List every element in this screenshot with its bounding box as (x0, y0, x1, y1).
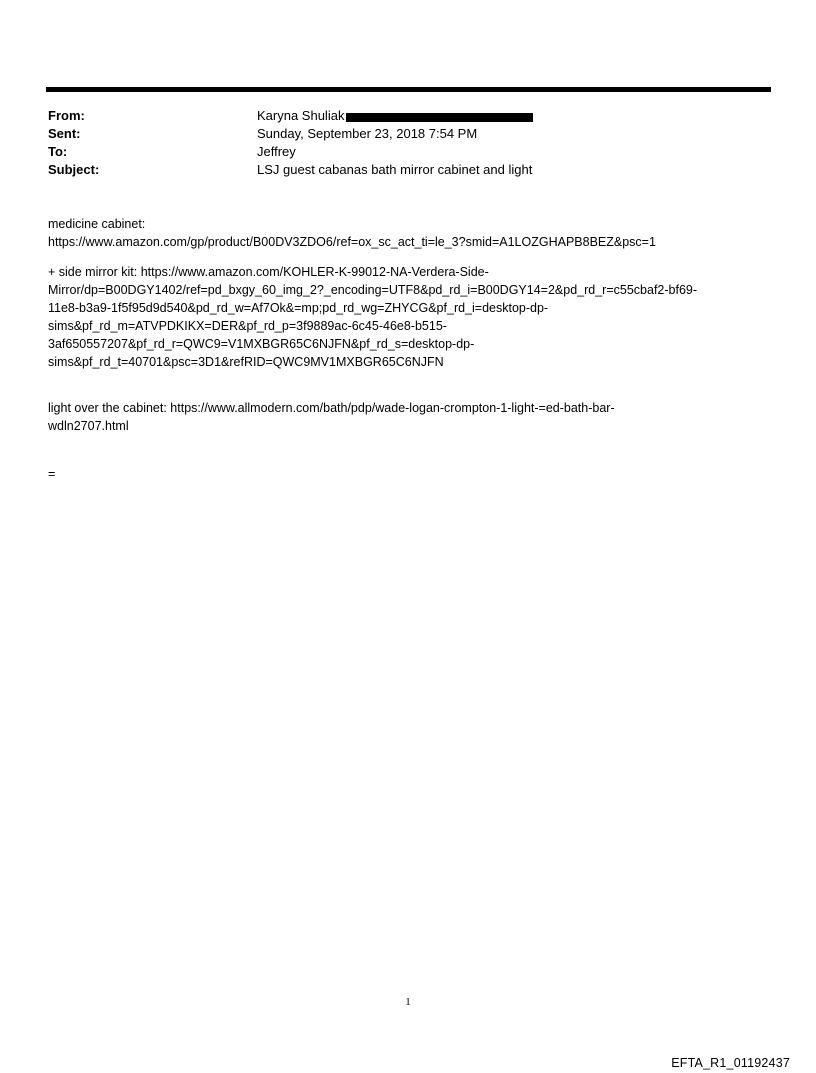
document-id: EFTA_R1_01192437 (671, 1056, 790, 1070)
light-line-2: wdln2707.html (48, 419, 129, 433)
redaction-bar (346, 113, 533, 122)
mirror-kit-line-1: + side mirror kit: https://www.amazon.com/KOHLER-K-99012-NA-Verdera-Side- (48, 265, 489, 279)
email-header (48, 107, 768, 179)
to-label: To: (48, 144, 68, 159)
mirror-kit-line-3: 11e8-b3a9-1f5f95d9d540&pd_rd_w=Af7Ok&=mp;pd_rd_wg=ZHYCG&pf_rd_i=desktop-dp- (48, 301, 549, 315)
sent-row (48, 125, 768, 143)
sent-value: Sunday, September 23, 2018 7:54 PM (257, 126, 478, 141)
subject-label: Subject: (48, 162, 100, 177)
from-value-wrapper (257, 107, 768, 125)
header-divider (46, 87, 771, 92)
from-value: Karyna Shuliak (257, 108, 345, 123)
subject-value: LSJ guest cabanas bath mirror cabinet and light (257, 162, 533, 177)
mirror-kit-line-5: 3af650557207&pf_rd_r=QWC9=V1MXBGR65C6NJFN&pf_rd_s=desktop-dp- (48, 337, 475, 351)
from-row (48, 107, 768, 125)
sent-label: Sent: (48, 126, 81, 141)
email-body (48, 215, 768, 483)
mirror-kit-line-2: Mirror/dp=B00DGY1402/ref=pd_bxgy_60_img_2?_encoding=UTF8&pd_rd_i=B00DGY14=2&pd_rd_r=c55cbaf2-bf69- (48, 283, 698, 297)
medicine-cabinet-label: medicine cabinet: (48, 217, 146, 231)
medicine-cabinet-url: https://www.amazon.com/gp/product/B00DV3ZDO6/ref=ox_sc_act_ti=le_3?smid=A1LOZGHAPB8BEZ&psc=1 (48, 235, 656, 249)
subject-row (48, 161, 768, 179)
light-line-1: light over the cabinet: https://www.allmodern.com/bath/pdp/wade-logan-crompton-1-light-=ed-bath-bar- (48, 401, 615, 415)
mirror-kit-line-4: sims&pf_rd_m=ATVPDKIKX=DER&pf_rd_p=3f9889ac-6c45-46e8-b515- (48, 319, 447, 333)
page-number: 1 (405, 996, 411, 1008)
from-label: From: (48, 108, 85, 123)
mirror-kit-line-6: sims&pf_rd_t=40701&psc=3D1&refRID=QWC9MV1MXBGR65C6NJFN (48, 355, 444, 369)
to-value: Jeffrey (257, 144, 296, 159)
equals-sign: = (48, 467, 56, 481)
to-row (48, 143, 768, 161)
